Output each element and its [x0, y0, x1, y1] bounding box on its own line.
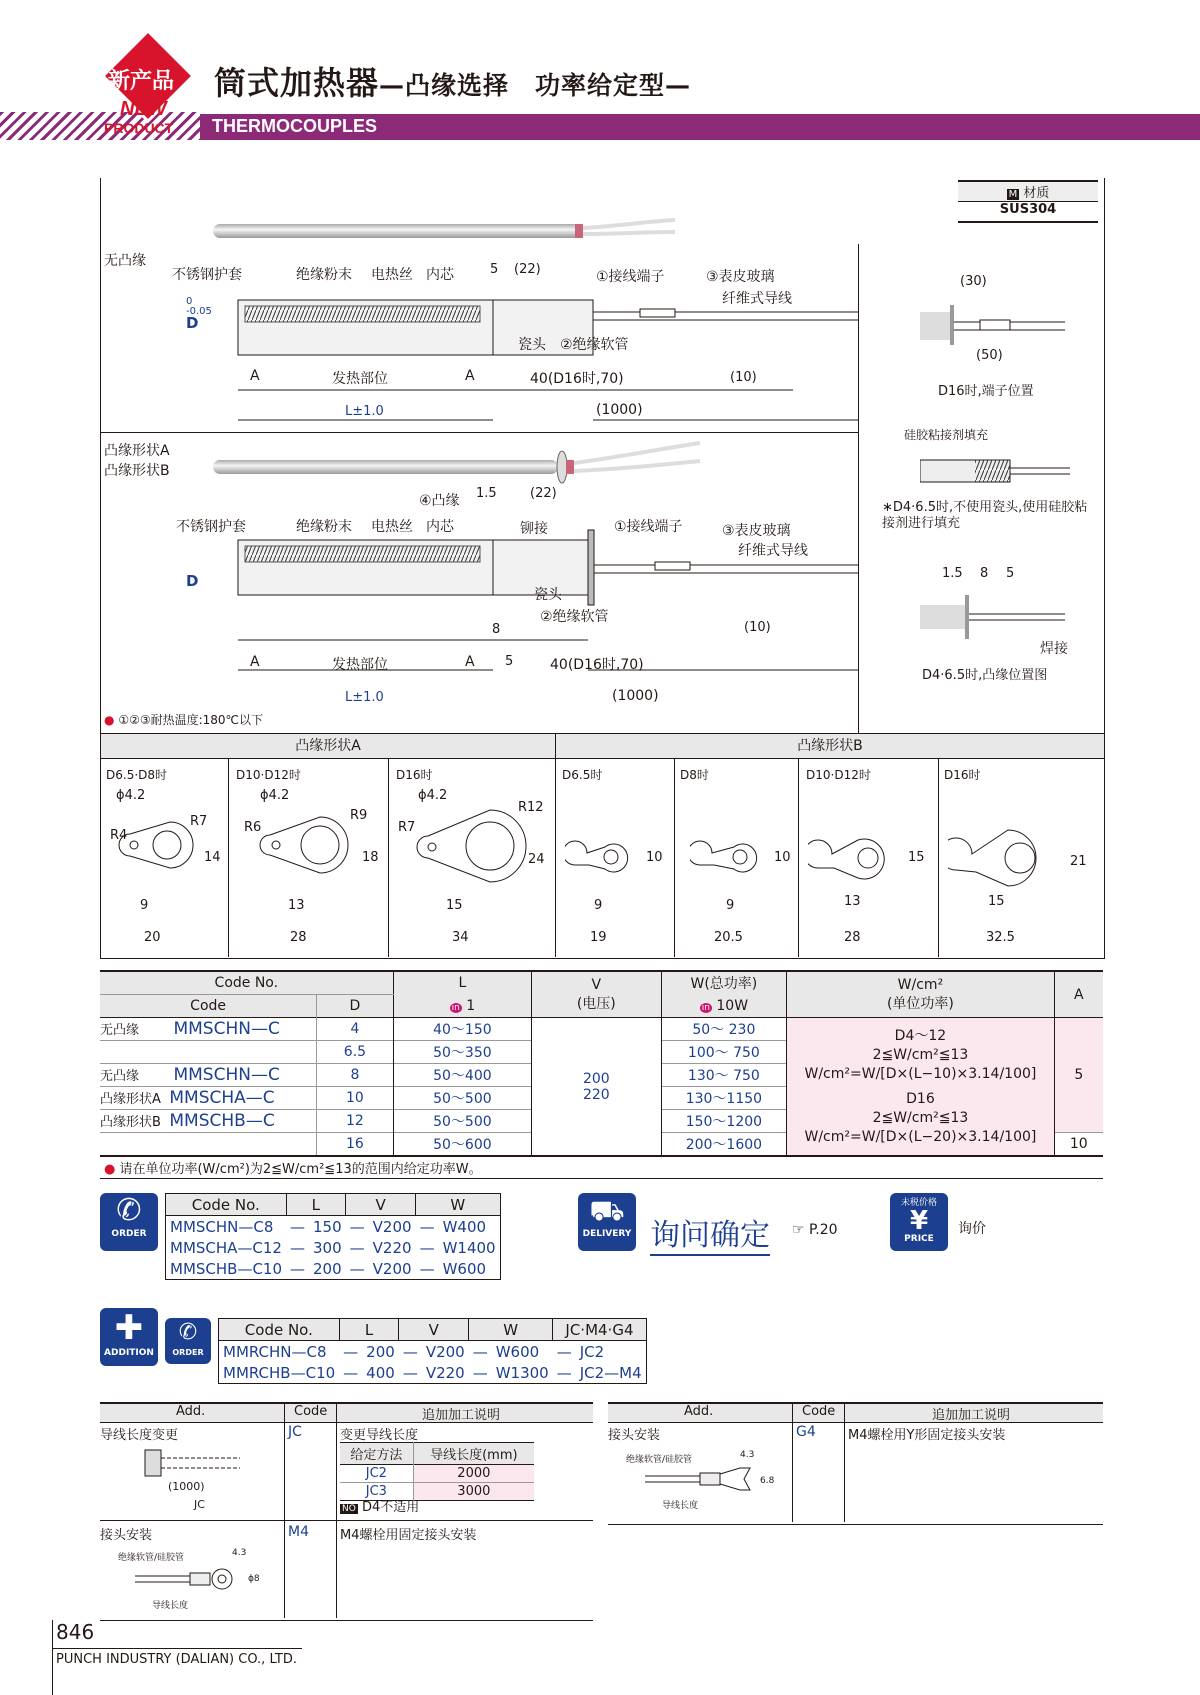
spec-header-l-unit [393, 995, 531, 1018]
dim-a: A [250, 654, 260, 670]
a-5: 5 [1054, 1018, 1103, 1133]
part-powder: 绝缘粉末 [296, 267, 352, 283]
add-desc: M4螺栓用Y形固定接头安装 [848, 1428, 1006, 1443]
order-icon: ✆ ORDER [100, 1193, 158, 1251]
wire-length-table [340, 1442, 534, 1501]
dim: R6 [244, 820, 262, 835]
part-wire: 电热丝 [371, 519, 413, 535]
fig-label: JC [194, 1498, 205, 1511]
d: 4 [317, 1018, 393, 1041]
l: 50～500 [393, 1110, 531, 1133]
dim: 9 [594, 898, 603, 913]
order-header: W [416, 1194, 501, 1216]
cell: — [343, 1363, 359, 1382]
order-row [219, 1341, 647, 1363]
fig-label: 4.3 [740, 1450, 755, 1460]
dim-10: (10) [744, 620, 771, 635]
order-icon-label: ORDER [111, 1229, 147, 1239]
l: 50～400 [393, 1064, 531, 1087]
delivery-icon: ⛟ DELIVERY [578, 1193, 636, 1251]
dim-22: (22) [514, 262, 541, 277]
cell: JC3 [365, 1484, 387, 1499]
table-row [100, 1041, 317, 1064]
addition-icon: ✚ ADDITION [100, 1308, 158, 1366]
no-icon: NO [342, 1504, 356, 1514]
d: 8 [317, 1064, 393, 1087]
cell: V200 [372, 1217, 412, 1236]
dim: R4 [110, 828, 128, 843]
fig-label: ϕ8 [248, 1574, 260, 1584]
add-name: 接头安装 [608, 1428, 661, 1443]
d: 12 [317, 1110, 393, 1133]
silicone-fill-figure [920, 450, 1070, 490]
part-glass: ③表皮玻璃 [722, 523, 791, 539]
w: 130～ 750 [661, 1064, 787, 1087]
wcm-line: W/cm²=W/[D×(L−10)×3.14/100] [804, 1065, 1037, 1082]
cell: 300 [313, 1238, 342, 1257]
header: W [469, 1319, 553, 1341]
dim-40: 40(D16时,70) [530, 371, 624, 387]
wcm-formula [787, 1018, 1054, 1157]
dim-30: (30) [960, 274, 987, 289]
cell: W400 [442, 1217, 487, 1236]
order-row [166, 1258, 501, 1280]
cell: — [349, 1217, 365, 1236]
warning-icon: ● [104, 1162, 116, 1177]
w: 100～ 750 [661, 1041, 787, 1064]
add-code: M4 [288, 1524, 309, 1540]
cell: V200 [372, 1259, 412, 1278]
cell: V220 [425, 1363, 465, 1382]
dim: 32.5 [986, 930, 1015, 945]
spec-note [104, 1158, 482, 1177]
wcm-line: 2≦W/cm²≦13 [872, 1109, 969, 1126]
dim-1000: (1000) [612, 688, 659, 704]
dim: 28 [844, 930, 861, 945]
spec-header-d: D [317, 995, 393, 1018]
dim-22: (22) [530, 486, 557, 501]
dim: 20.5 [714, 930, 743, 945]
order-header: L [286, 1194, 346, 1216]
cell: MMSCHA—C12 [170, 1238, 282, 1257]
dim-8: 8 [980, 566, 989, 581]
flange-shape-b-3 [808, 828, 908, 884]
badge-product: PRODUCT [104, 120, 174, 136]
cell: — [343, 1342, 359, 1361]
spec-note-text: 请在单位功率(W/cm²)为2≦W/cm²≦13的范围内给定功率W。 [119, 1162, 482, 1177]
cell: V200 [425, 1342, 465, 1361]
dim-a: A [465, 368, 475, 384]
part-core: 内芯 [426, 519, 454, 535]
dim-d-tol-lower: -0.05 [186, 306, 212, 317]
d: 16 [317, 1133, 393, 1157]
header: V [399, 1319, 469, 1341]
dim: 13 [844, 894, 861, 909]
dim-l: L±1.0 [345, 404, 384, 419]
title-sub: —凸缘选择 功率给定型— [379, 71, 692, 100]
w: 200～1600 [661, 1133, 787, 1157]
dim: ϕ4.2 [116, 788, 146, 803]
flange-shape-b-4 [948, 822, 1063, 892]
v-200: 200 [582, 1070, 610, 1087]
flange-cell-title: D8时 [680, 768, 709, 782]
title-main: 筒式加热器 [214, 64, 380, 102]
order-table [165, 1193, 501, 1280]
dim: ϕ4.2 [260, 788, 290, 803]
dim: R9 [350, 808, 368, 823]
header-subtitle: THERMOCOUPLES [212, 116, 378, 136]
dim: 15 [446, 898, 463, 913]
part-terminal: ①接线端子 [596, 269, 665, 285]
dim-d: D [186, 314, 199, 332]
divider [100, 432, 858, 433]
order-header: Code No. [191, 1195, 260, 1214]
part-sheath: 不锈钢护套 [176, 519, 246, 535]
table-row [100, 1018, 317, 1041]
dim: 24 [528, 852, 545, 867]
dim-40: 40(D16时,70) [550, 657, 644, 673]
dim-a: A [250, 368, 260, 384]
wcm-line: D4～12 [894, 1027, 947, 1044]
v-sub: (电压) [576, 995, 616, 1012]
footer-line [52, 1648, 302, 1649]
header: 给定方法 [350, 1448, 403, 1463]
addition-icon-label: ADDITION [104, 1348, 154, 1358]
dim: R12 [518, 800, 544, 815]
code: MMSCHB—C [169, 1111, 275, 1131]
d: 10 [317, 1087, 393, 1110]
d: 6.5 [317, 1041, 393, 1064]
dim: 20 [144, 930, 161, 945]
fig-label: 导线长度 [662, 1501, 699, 1511]
dim: 9 [726, 898, 735, 913]
type: 凸缘形状A [100, 1092, 161, 1107]
l: 50～500 [393, 1087, 531, 1110]
dim-a: A [465, 654, 475, 670]
dim-50: (50) [976, 348, 1003, 363]
part-glass: ③表皮玻璃 [706, 269, 775, 285]
spec-header-w-unit [661, 995, 787, 1018]
dim-5: 5 [1006, 566, 1015, 581]
spec-table [100, 970, 1103, 1157]
header: Code [802, 1404, 836, 1419]
dim-heat: 发热部位 [332, 657, 388, 673]
fig-label: 绝缘软管/硅胶管 [118, 1553, 185, 1563]
heater-drawing-flange [100, 435, 858, 710]
wcm-line: 2≦W/cm²≦13 [872, 1046, 969, 1063]
dim-1000: (1000) [596, 402, 643, 418]
add-name: 导线长度变更 [100, 1428, 179, 1443]
dim: 10 [646, 850, 663, 865]
dim: 10 [774, 850, 791, 865]
increment-icon: in [451, 1002, 460, 1013]
order-icon-small-label: ORDER [172, 1348, 204, 1357]
order-icon-small: ✆ ORDER [165, 1318, 211, 1364]
dim: 28 [290, 930, 307, 945]
no-text: D4不适用 [361, 1500, 420, 1515]
cell: — [419, 1217, 435, 1236]
dim-d-tol-upper: 0 [186, 296, 193, 307]
heat-note [104, 711, 263, 728]
cell: W1300 [495, 1363, 549, 1382]
header: Code No. [244, 1320, 313, 1339]
part-terminal: ①接线端子 [614, 519, 683, 535]
spec-header-w: W(总功率) [661, 971, 787, 995]
dim: 14 [204, 850, 221, 865]
part-ceramic: 瓷头 [534, 587, 562, 603]
cell: — [419, 1238, 435, 1257]
dim: 21 [1070, 854, 1087, 869]
cell: — [472, 1342, 488, 1361]
label-flange-b: 凸缘形状B [104, 463, 170, 479]
spec-header-wcm [787, 971, 1054, 1018]
fig-label: (1000) [168, 1480, 205, 1493]
w-unit: 10W [716, 997, 749, 1014]
fig-label: 4.3 [232, 1548, 247, 1558]
cell: 200 [366, 1342, 395, 1361]
warning-icon: ● [104, 713, 115, 727]
part-core: 内芯 [426, 267, 454, 283]
part-ceramic: 瓷头 [518, 337, 546, 353]
dim-heat: 发热部位 [332, 371, 388, 387]
header: 追加加工说明 [932, 1408, 1011, 1423]
header: 导线长度(mm) [413, 1443, 534, 1465]
heater-drawing-no-flange [100, 210, 858, 432]
flange-cell-title: D10·D12时 [236, 768, 301, 782]
wcm-label: W/cm² [897, 976, 944, 993]
price-icon-label: PRICE [904, 1234, 934, 1244]
add-name: 接头安装 [100, 1528, 153, 1543]
part-powder: 绝缘粉末 [296, 519, 352, 535]
header: L [339, 1319, 399, 1341]
flange-cell-title: D6.5·D8时 [106, 768, 168, 782]
ref: P.20 [809, 1222, 838, 1238]
add-code: JC [288, 1424, 302, 1440]
flange-shape-b-1 [565, 835, 645, 875]
material-value: SUS304 [999, 202, 1057, 217]
cell: — [472, 1363, 488, 1382]
badge-text: 新产品 [108, 69, 175, 94]
cell: — [290, 1217, 306, 1236]
cell: — [556, 1363, 572, 1382]
cell: — [402, 1342, 418, 1361]
cell: 400 [366, 1363, 395, 1382]
fig-label: 绝缘软管/硅胶管 [626, 1455, 693, 1465]
cell: W600 [442, 1259, 487, 1278]
cell: 150 [313, 1217, 342, 1236]
part-hose: ②绝缘软管 [540, 609, 609, 625]
cell: 2000 [413, 1465, 534, 1483]
cell: 200 [313, 1259, 342, 1278]
cell: MMSCHB—C10 [170, 1259, 283, 1278]
v-label: V [591, 976, 602, 993]
delivery-icon-label: DELIVERY [582, 1229, 632, 1239]
cell: JC2 [365, 1466, 387, 1481]
header: Add. [684, 1404, 714, 1419]
fig-label: 导线长度 [152, 1601, 189, 1611]
v-values [532, 1018, 661, 1157]
dim-10: (10) [730, 370, 757, 385]
w: 150～1200 [661, 1110, 787, 1133]
flange-shape-b-2 [690, 835, 775, 875]
header: 追加加工说明 [422, 1408, 501, 1423]
a-10: 10 [1054, 1133, 1103, 1157]
l: 40～150 [393, 1018, 531, 1041]
flange-cell-title: D16时 [944, 768, 981, 782]
dim: 13 [288, 898, 305, 913]
dim-l: L±1.0 [345, 690, 384, 705]
order-header: V [346, 1194, 416, 1216]
g4-terminal-figure [640, 1460, 780, 1500]
wcm-line: W/cm²=W/[D×(L−20)×3.14/100] [804, 1128, 1037, 1145]
cell: W600 [495, 1342, 540, 1361]
dim-5: 5 [490, 262, 499, 277]
flange-cell-title: D6.5时 [562, 768, 603, 782]
flange-a-head: 凸缘形状A [101, 734, 556, 759]
dim: 9 [140, 898, 149, 913]
part-glass-2: 纤维式导线 [722, 291, 792, 307]
l-unit: 1 [466, 997, 476, 1014]
cell: 3000 [413, 1483, 534, 1501]
d16-caption: D16时,端子位置 [938, 384, 1034, 399]
dim-d: D [186, 572, 199, 590]
l: 50～350 [393, 1041, 531, 1064]
table-row [100, 1133, 317, 1157]
price-top: 未税价格 [900, 1198, 937, 1208]
part-sheath: 不锈钢护套 [172, 267, 242, 283]
cell: MMSCHN—C8 [170, 1217, 274, 1236]
add-left-header [100, 1404, 593, 1423]
table-row [100, 1064, 317, 1087]
dim-1-5: 1.5 [476, 486, 497, 501]
cell: — [556, 1342, 572, 1361]
cell: JC2 [579, 1342, 605, 1361]
dim-1-5: 1.5 [942, 566, 963, 581]
material-label: 材质 [1023, 186, 1050, 201]
dim: 34 [452, 930, 469, 945]
type: 凸缘形状B [100, 1115, 161, 1130]
dim: 15 [908, 850, 925, 865]
page-title [214, 58, 691, 104]
footer-rule [52, 1620, 53, 1695]
header: JC·M4·G4 [553, 1319, 646, 1341]
heat-note-text: ①②③耐热温度:180℃以下 [118, 713, 264, 727]
no-note [340, 1496, 419, 1515]
spec-header-a: A [1074, 986, 1084, 1003]
spec-header-code: Code [100, 995, 317, 1018]
dim: R7 [190, 814, 208, 829]
page-number: 846 [56, 1620, 95, 1644]
cell: — [290, 1238, 306, 1257]
l: 50～600 [393, 1133, 531, 1157]
header: Add. [176, 1404, 206, 1419]
price-icon: 未税价格 ¥ PRICE [890, 1193, 948, 1251]
code: MMSCHN—C [173, 1065, 280, 1085]
part-flange: ④凸缘 [419, 493, 460, 509]
wcm-sub: (单位功率) [886, 995, 954, 1012]
addition-order-table [218, 1318, 647, 1384]
flange-cell-title: D16时 [396, 768, 433, 782]
cell: JC2—M4 [579, 1363, 642, 1382]
fill-label: 硅胶粘接剂填充 [904, 428, 989, 442]
delivery-ref: ☞ P.20 [792, 1222, 838, 1238]
w: 130～1150 [661, 1087, 787, 1110]
table-row [100, 1087, 317, 1110]
add-right-header [608, 1404, 1103, 1423]
dim: 19 [590, 930, 607, 945]
order-row [219, 1362, 647, 1384]
code: MMSCHN—C [173, 1019, 280, 1039]
part-glass-2: 纤维式导线 [738, 543, 808, 559]
type: 无凸缘 [100, 1023, 140, 1038]
table-row [100, 1110, 317, 1133]
flange-b-head: 凸缘形状B [556, 734, 1104, 759]
order-row [166, 1237, 501, 1258]
cell: — [349, 1238, 365, 1257]
company-name: PUNCH INDUSTRY (DALIAN) CO., LTD. [56, 1652, 297, 1667]
type: 无凸缘 [100, 1069, 140, 1084]
cell: — [402, 1363, 418, 1382]
dim-5: 5 [505, 654, 514, 669]
dim: R7 [398, 820, 416, 835]
spec-header-v [532, 971, 661, 1018]
cell: MMRCHB—C10 [223, 1363, 336, 1382]
dim: 18 [362, 850, 379, 865]
fig-label: 6.8 [760, 1476, 775, 1486]
weld-label: 焊接 [1040, 641, 1068, 657]
cell: W1400 [442, 1238, 496, 1257]
spec-header-l: L [393, 971, 531, 995]
dim-8: 8 [492, 622, 501, 637]
cell: — [419, 1259, 435, 1278]
code: MMSCHA—C [169, 1088, 275, 1108]
divider [858, 244, 859, 733]
increment-icon: in [701, 1002, 710, 1013]
flange-caption: D4·6.5时,凸缘位置图 [922, 668, 1048, 683]
material-icon: M [1008, 189, 1018, 200]
header: Code [294, 1404, 328, 1419]
label-flange-a: 凸缘形状A [104, 443, 170, 459]
material-box [958, 180, 1098, 223]
w: 50～ 230 [661, 1018, 787, 1041]
v-220: 220 [582, 1086, 610, 1103]
flange-cell-title: D10·D12时 [806, 768, 871, 782]
label-no-flange: 无凸缘 [104, 253, 146, 269]
badge-new: NEW [120, 98, 167, 120]
add-desc: M4螺栓用固定接头安装 [340, 1528, 477, 1543]
dim: ϕ4.2 [418, 788, 448, 803]
part-wire: 电热丝 [371, 267, 413, 283]
cell: MMRCHN—C8 [223, 1342, 327, 1361]
cell: — [349, 1259, 365, 1278]
cell: V220 [372, 1238, 412, 1257]
add-desc: 变更导线长度 [340, 1428, 419, 1443]
wcm-line: D16 [906, 1090, 935, 1107]
spec-header-codeno: Code No. [100, 971, 393, 995]
order-row [166, 1216, 501, 1238]
add-code: G4 [796, 1424, 816, 1440]
silicone-note: ∗D4·6.5时,不使用瓷头,使用硅胶粘接剂进行填充 [882, 500, 1088, 531]
cell: — [290, 1259, 306, 1278]
dim: 15 [988, 894, 1005, 909]
part-rivet: 铆接 [520, 521, 548, 537]
delivery-text: 询问确定 [650, 1210, 770, 1256]
price-text: 询价 [958, 1221, 986, 1237]
part-hose: ②绝缘软管 [560, 337, 629, 353]
